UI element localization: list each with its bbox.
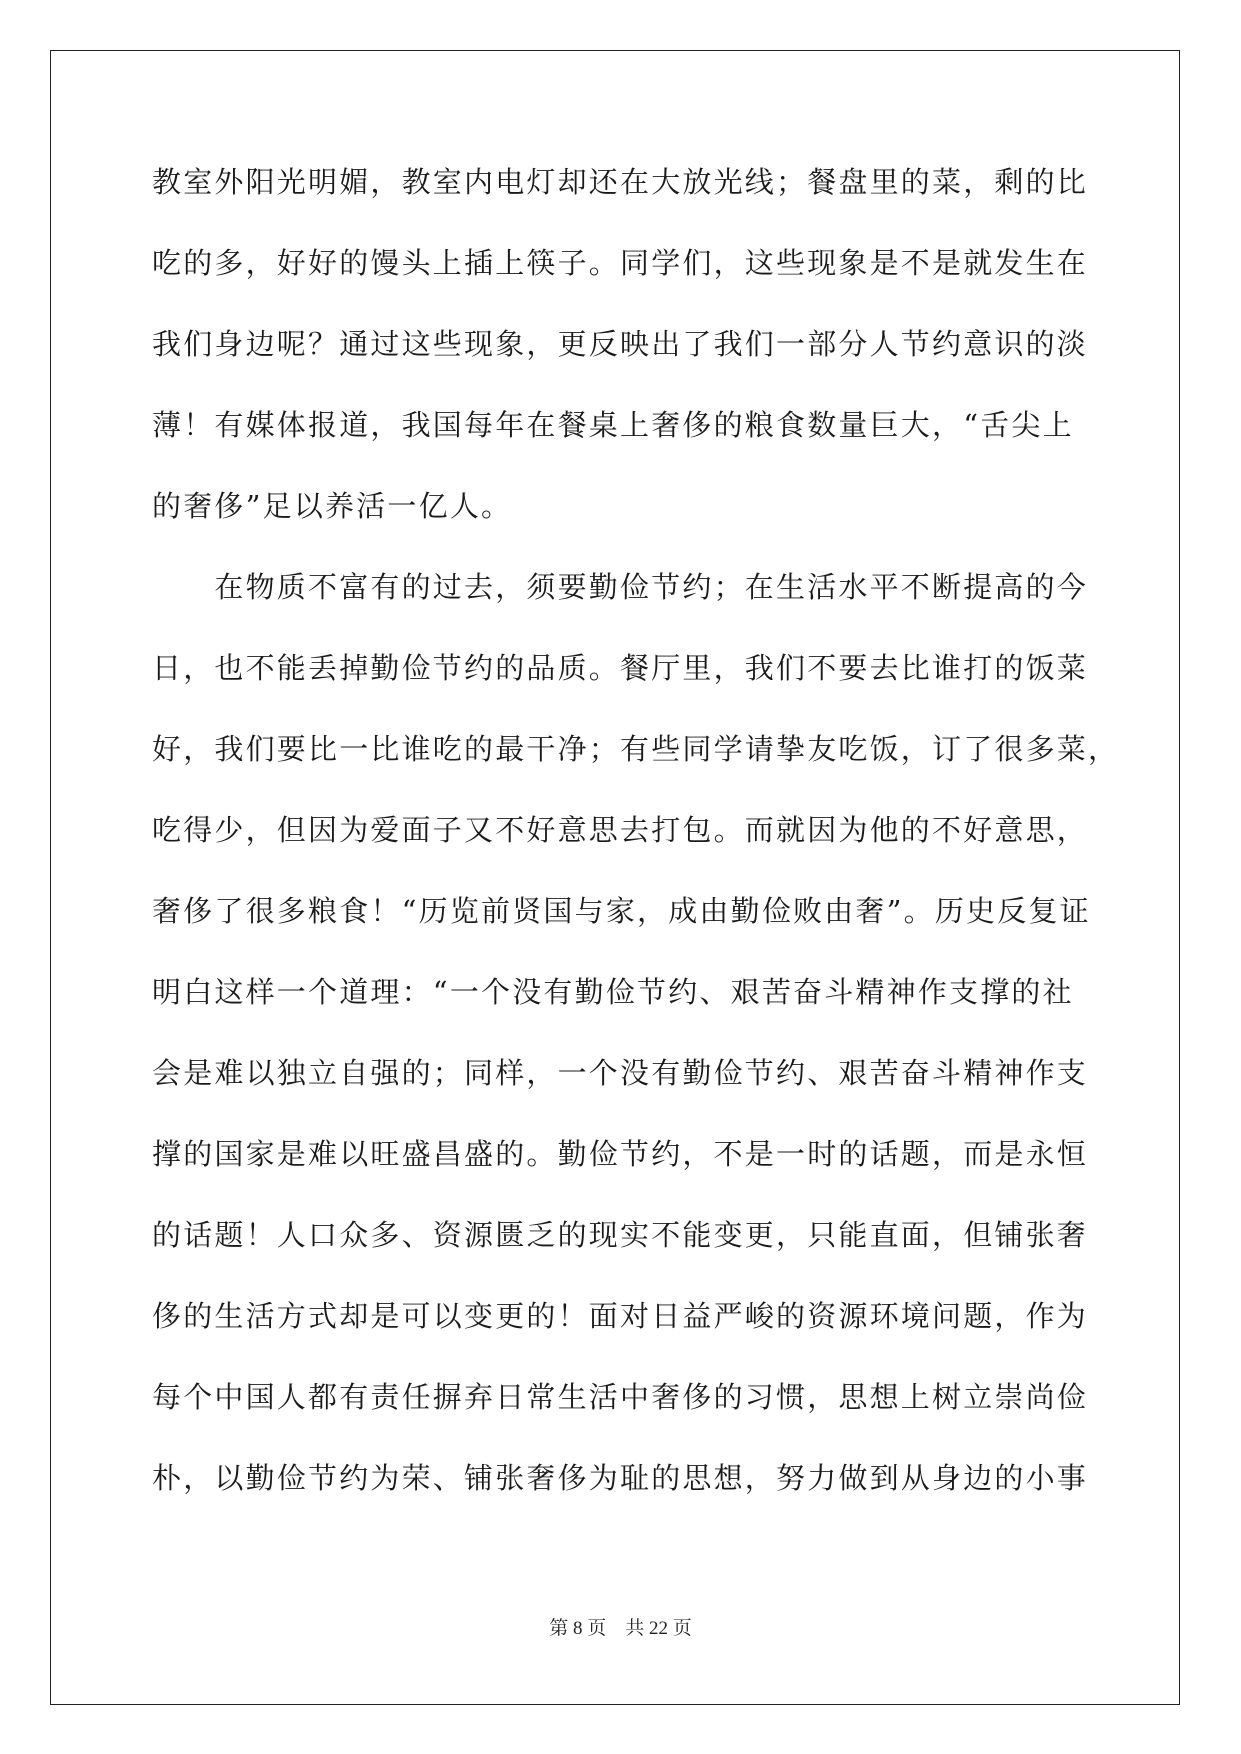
text-line: 吃得少，但因为爱面子又不好意思去打包。而就因为他的不好意思，: [152, 813, 1089, 847]
text-line: 每个中国人都有责任摒弃日常生活中奢侈的习惯，思想上树立崇尚俭: [152, 1380, 1089, 1414]
text-line: 奢侈了很多粮食！“历览前贤国与家，成由勤俭败由奢”。历史反复证: [152, 894, 1091, 928]
text-line: 侈的生活方式却是可以变更的！面对日益严峻的资源环境问题，作为: [152, 1299, 1089, 1333]
text-line: 的奢侈”足以养活一亿人。: [152, 489, 513, 523]
text-line: 薄！有媒体报道，我国每年在餐桌上奢侈的粮食数量巨大，“舌尖上: [152, 408, 1074, 442]
text-line: 日，也不能丢掉勤俭节约的品质。餐厅里，我们不要去比谁打的饭菜: [152, 651, 1089, 685]
text-line: 在物质不富有的过去，须要勤俭节约；在生活水平不断提高的今: [152, 570, 1089, 604]
page-frame: [50, 50, 1180, 1705]
text-line: 会是难以独立自强的；同样，一个没有勤俭节约、艰苦奋斗精神作支: [152, 1056, 1089, 1090]
text-line: 明白这样一个道理：“一个没有勤俭节约、艰苦奋斗精神作支撑的社: [152, 975, 1074, 1009]
page-number: 第 8 页 共 22 页: [549, 1618, 692, 1639]
text-line: 撑的国家是难以旺盛昌盛的。勤俭节约，不是一时的话题，而是永恒: [152, 1137, 1089, 1171]
text-line: 我们身边呢？通过这些现象，更反映出了我们一部分人节约意识的淡: [152, 327, 1089, 361]
text-line: 的话题！人口众多、资源匮乏的现实不能变更，只能直面，但铺张奢: [152, 1218, 1089, 1252]
text-line: 吃的多，好好的馒头上插上筷子。同学们，这些现象是不是就发生在: [152, 246, 1089, 280]
text-line: 朴，以勤俭节约为荣、铺张奢侈为耻的思想，努力做到从身边的小事: [152, 1461, 1089, 1495]
text-line: 教室外阳光明媚，教室内电灯却还在大放光线；餐盘里的菜，剩的比: [152, 165, 1089, 199]
text-line: 好，我们要比一比谁吃的最干净；有些同学请挚友吃饭，订了很多菜，: [152, 732, 1120, 766]
